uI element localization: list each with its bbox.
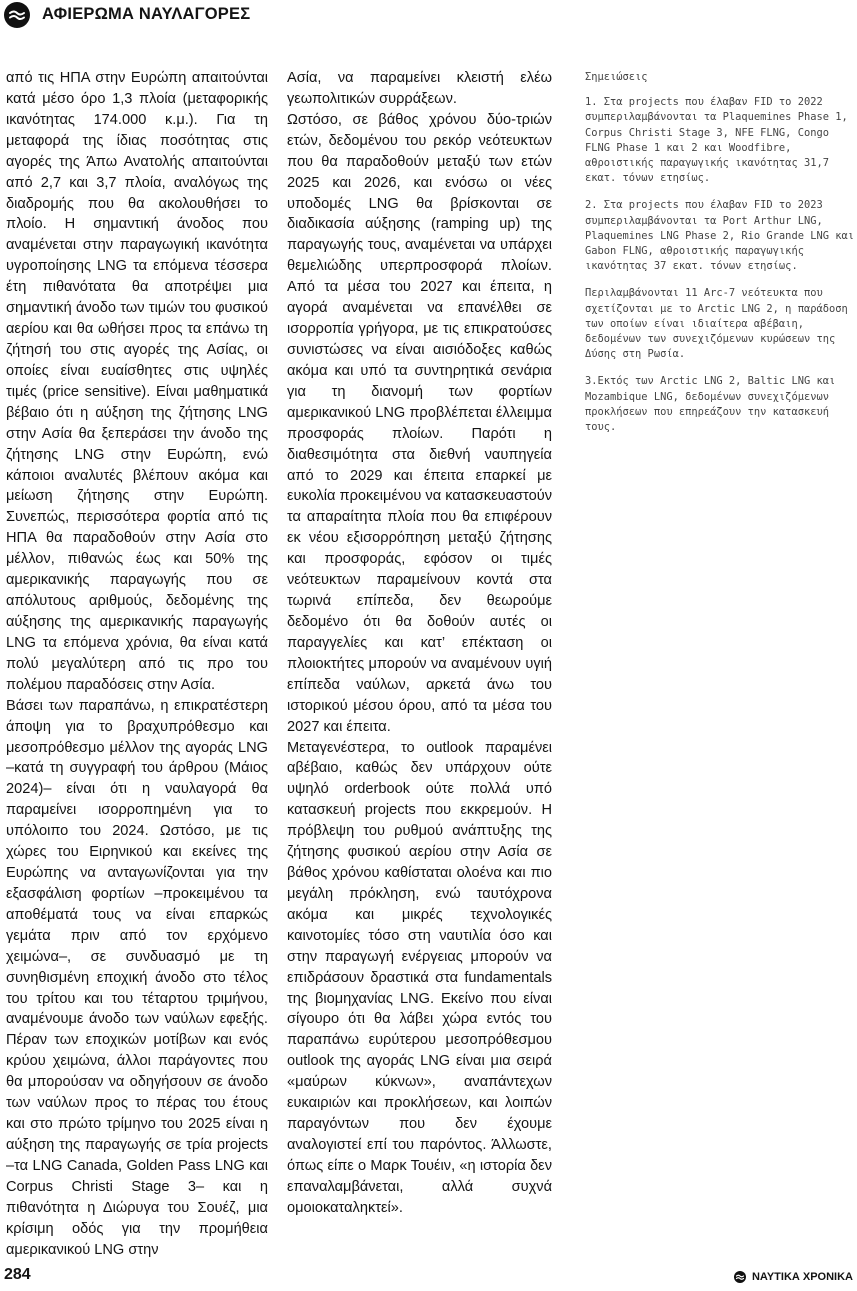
article-column-left <box>6 68 268 1261</box>
note-item: Περιλαμβάνονται 11 Arc-7 νεότευκτα που σχετίζονται με το Arctic LNG 2, η παράδοση των οποίων είναι ιδιαίτερα αβέβαιη, δεδομένων των συνεχιζόμενων κυρώσεων της Δύσης στη Ρωσία. <box>585 287 848 361</box>
wave-logo-icon <box>734 1271 746 1283</box>
notes-column <box>585 70 857 447</box>
article-column-middle <box>287 68 552 1219</box>
section-title: ΑΦΙΕΡΩΜΑ ΝΑΥΛΑΓΟΡΕΣ <box>42 5 251 23</box>
note-item: 3.Εκτός των Arctic LNG 2, Baltic LNG και Mozambique LNG, δεδομένων συνεχιζόμενων προκλήσεων που επηρεάζουν την κατασκευή τους. <box>585 375 836 434</box>
article-paragraph: Μεταγενέστερα, το outlook παραμένει αβέβαιο, καθώς δεν υπάρχουν ούτε υψηλό orderbook ούτε πολλά υπό κατασκευή projects που εκκρεμούν. Η πρόβλεψη του ρυθμού ανάπτυξης της ζήτησης φυσικού αερίου στην Ασία σε βάθος χρόνου καθίσταται ολοένα και πιο μεγάλη πρόκληση, ενώ ταυτόχρονα ακόμα και μικρές τεχνολογικές καινοτομίες τόσο στη ναυτιλία όσο και στην παραγωγή ενέργειας μπορούν να επιδράσουν δραστικά στα fundamentals της βιομηχανίας LNG. Εκείνο που είναι σίγουρο ότι θα λάβει χώρα εντός του παραπάνω ευρύτερου μεσοπρόθεσμου outlook της αγοράς LNG είναι μια σειρά «μαύρων κύκνων», αναπάντεχων ευκαιριών και προκλήσεων, και λοιπών παραγόντων που δεν έχουμε αναλογιστεί επί του παρόντος. Άλλωστε, όπως είπε ο Μαρκ Τουέιν, «η ιστορία δεν επαναλαμβάνεται, αλλά συχνά ομοιοκαταληκτεί». <box>287 739 552 1216</box>
note-item: 1. Στα projects που έλαβαν FID το 2022 συμπεριλαμβάνονται τα Plaquemines Phase 1, Corpus Christi Stage 3, NFE FLNG, Congo FLNG Phase 1 και 2 και Woodfibre, αθροιστικής παραγωγικής ικανότητας 31,7 εκατ. τόνων ετησίως. <box>585 96 848 185</box>
footer-brand <box>734 1271 853 1283</box>
page-number: 284 <box>4 1266 31 1283</box>
article-paragraph: Ωστόσο, σε βάθος χρόνου δύο-τριών ετών, δεδομένου του ρεκόρ νεότευκτων που θα παραδοθούν μεταξύ των ετών 2025 και 2026, και ενόσω οι νέες υποδομές LNG θα βρίσκονται σε διαδικασία αύξησης (ramping up) της παραγωγής τους, αναμένεται να υπάρχει θεμελιώδης υπερπροσφορά πλοίων. Από τα μέσα του 2027 και έπειτα, η αγορά αναμένεται να επανέλθει σε ισορροπία γρήγορα, με τις επικρατούσες συνιστώσες να είναι αισιόδοξες καθώς ακόμα και υπό τα συντηρητικά σενάρια για τη διανομή των φορτίων αμερικανικού LNG προβλέπεται έλλειμμα προσφοράς πλοίων. Παρότι η διαθεσιμότητα στα διεθνή ναυπηγεία από το 2029 και έπειτα επαρκεί με ευκολία προκειμένου να κατασκευαστούν τα απαραίτητα πλοία που θα επιφέρουν εκ νέου εξισορρόπηση μεταξύ ζήτησης και προσφοράς, εφόσον οι τιμές νεότευκτων παραμείνουν κοντά στα τωρινά επίπεδα, δεν θεωρούμε δεδομένο ότι θα δοθούν αυτές οι παραγγελίες και κατ’ επέκταση οι πλοιοκτήτες μπορούν να αναμένουν υγιή επίπεδα ναύλων, αρκετά άνω του ιστορικού μέσου όρου, από τα μέσα του 2027 και έπειτα. <box>287 111 552 735</box>
brand-name: ΝΑΥΤΙΚΑ ΧΡΟΝΙΚΑ <box>751 1271 853 1283</box>
article-paragraph: Βάσει των παραπάνω, η επικρατέστερη άποψη για το βραχυπρόθεσμο και μεσοπρόθεσμο μέλλον της αγοράς LNG –κατά τη συγγραφή του άρθρου (Μάιος 2024)– είναι ότι η ναυλαγορά θα παραμείνει ισορροπημένη για το υπόλοιπο του 2024. Ωστόσο, με τις χώρες του Ειρηνικού και εκείνες της Ευρώπης να ανταγωνίζονται για την εξασφάλιση φορτίων –προκειμένου τα αποθέματά τους να είναι επαρκώς γεμάτα πριν από τον ερχόμενο χειμώνα–, σε συνδυασμό με τη συνηθισμένη εποχική άνοδο στο τέλος του τρίτου και του τέταρτου τριμήνου, αναμένουμε άνοδο των ναύλων εφεξής. Πέραν των εποχικών μοτίβων και ενός κρύου χειμώνα, άλλοι παράγοντες που θα μπορούσαν να οδηγήσουν σε άνοδο των ναύλων προς το πέρας του έτους και στο πρώτο τρίμηνο του 2025 είναι η αύξηση της παραγωγής σε τρία projects –τα LNG Canada, Golden Pass LNG και Corpus Christi Stage 3– και η πιθανότητα η Διώρυγα του Σουέζ, μια κρίσιμη οδός για την προμήθεια αμερικανικού LNG στην <box>6 697 268 1258</box>
note-item: 2. Στα projects που έλαβαν FID το 2023 συμπεριλαμβάνονται τα Port Arthur LNG, Plaquemines LNG Phase 2, Rio Grande LNG και Gabon FLNG, αθροιστικής παραγωγικής ικανότητας 37 εκατ. τόνων ετησίως. <box>585 199 854 273</box>
wave-logo-icon <box>4 2 30 28</box>
article-paragraph: Ασία, να παραμείνει κλειστή ελέω γεωπολιτικών συρράξεων. <box>287 70 552 107</box>
article-paragraph: από τις ΗΠΑ στην Ευρώπη απαιτούνται κατά μέσο όρο 1,3 πλοία (μεταφορικής ικανότητας 174.000 κ.μ.). Για τη μεταφορά της ίδιας ποσότητας στις αγορές της Άπω Ανατολής απαιτούνται από 2,7 και 3,7 πλοία, αναλόγως της διαδρομής που θα ακολουθήσει το πλοίο. Η σημαντική άνοδος που αναμένεται στην παραγωγική ικανότητα υγροποίησης LNG τα επόμενα τέσσερα έτη πιθανότατα θα αποτρέψει μια σημαντική άνοδο των τιμών του φυσικού αερίου και θα ωθήσει προς τα επάνω τη ζήτησή του στις αγορές της Ασίας, οι οποίες είναι ευαίσθητες στις υψηλές τιμές (price sensitive). Είναι μαθηματικά βέβαιο ότι η αύξηση της ζήτησης LNG στην Ασία θα ξεπεράσει την άνοδο της ζήτησης LNG στην Ευρώπη, ενώ κάποιοι αναλυτές βλέπουν ακόμα και μείωση ζήτησης στην Ευρώπη. Συνεπώς, περισσότερα φορτία από τις ΗΠΑ θα παραδοθούν στην Ασία στο μέλλον, πιθανώς έως και 50% της αμερικανικής παραγωγής που σε απόλυτους αριθμούς, δεδομένης της αύξησης της αμερικανικής παραγωγής LNG τα επόμενα χρόνια, θα είναι κατά πολύ μεγαλύτερη από τις προ του πολέμου παραδόσεις στην Ασία. <box>6 70 268 693</box>
notes-heading: Σημειώσεις <box>585 71 648 83</box>
